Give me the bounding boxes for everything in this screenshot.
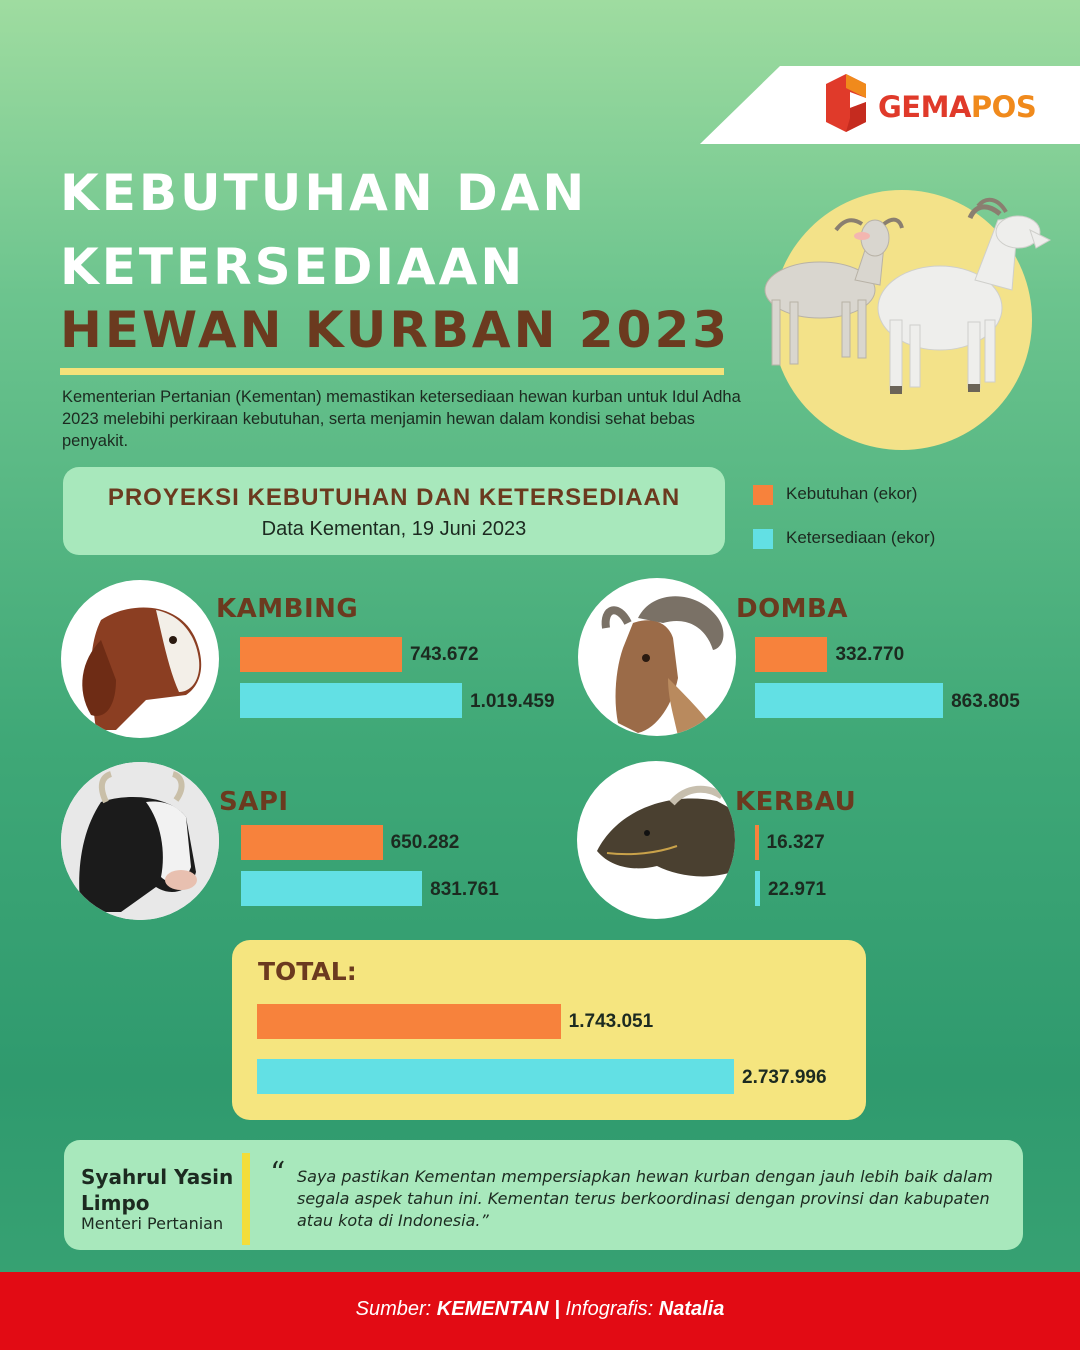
title-underline [60,368,724,375]
category-label-domba: DOMBA [736,594,848,624]
value-need-kerbau: 16.327 [766,832,825,853]
category-label-kambing: KAMBING [216,594,359,624]
value-avail-domba: 863.805 [951,691,1020,712]
source-label: Sumber: [355,1298,432,1320]
footer-separator: | [554,1298,560,1320]
value-need-domba: 332.770 [835,644,905,665]
quote-divider [242,1153,250,1245]
gemapos-logo-icon [826,74,866,132]
title-line3: HEWAN KURBAN 2023 [60,301,731,359]
bar-need-total [257,1004,561,1039]
bar-avail-kambing [240,683,462,718]
bar-avail-sapi [241,871,422,906]
description: Kementerian Pertanian (Kementan) memastikan ketersediaan hewan kurban untuk Idul Adha 2023 melebihi perkiraan kebutuhan, serta menjamin hewan dalam kondisi sehat bebas penyakit. [62,388,741,450]
bar-avail-total [257,1059,734,1094]
goats-illustration-icon [750,190,1060,410]
cow-head-icon [61,762,219,920]
buffalo-head-icon [577,761,735,919]
legend-avail-label: Ketersediaan (ekor) [786,528,936,547]
value-need-sapi: 650.282 [390,832,460,853]
bar-need-kambing [240,637,402,672]
category-label-kerbau: KERBAU [735,787,857,817]
credit-label: Infografis: [565,1298,654,1320]
domba-avatar [578,578,736,736]
source-value: KEMENTAN [436,1298,549,1320]
category-label-sapi: SAPI [219,787,289,817]
value-avail-kambing: 1.019.459 [470,691,555,712]
value-avail-kerbau: 22.971 [768,879,827,900]
brand-logo-text [878,90,1036,124]
value-need-total: 1.743.051 [568,1011,654,1032]
credit-value: Natalia [658,1298,725,1320]
bar-need-kerbau [755,825,759,860]
quote-mark-icon: “ [270,1156,286,1191]
sapi-avatar [61,762,219,920]
footer [0,1272,1080,1350]
legend-need-label: Kebutuhan (ekor) [786,484,918,503]
projection-subtitle: Data Kementan, 19 Juni 2023 [261,518,527,540]
quote-author-name: Syahrul Yasin Limpo [81,1165,234,1215]
value-avail-sapi: 831.761 [430,879,499,900]
projection-header [63,467,725,555]
goat-head-icon [61,580,219,738]
bar-need-sapi [241,825,383,860]
title-line1: KEBUTUHAN DAN [60,164,588,222]
brand-part2: POS [970,90,1037,124]
bar-avail-kerbau [755,871,760,906]
value-avail-total: 2.737.996 [742,1067,827,1088]
sheep-head-icon [578,578,736,736]
value-need-kambing: 743.672 [409,644,479,665]
quote-author-role: Menteri Pertanian [81,1214,224,1233]
quote-text: Saya pastikan Kementan mempersiapkan hewan kurban dengan jauh lebih baik dalam segala aspek tahun ini. Kementan terus berkoordinasi dengan provinsi dan kabupaten atau kota di Indonesia.” [297,1167,993,1230]
footer-credits [0,1298,1080,1321]
kambing-avatar [61,580,219,738]
bar-need-domba [755,637,827,672]
title-line2: KETERSEDIAAN [60,238,526,296]
legend-avail-swatch [753,529,773,549]
total-label: TOTAL: [258,957,357,986]
kerbau-avatar [577,761,735,919]
brand-part1: GEMA [878,90,971,124]
projection-title: PROYEKSI KEBUTUHAN DAN KETERSEDIAAN [107,484,681,511]
bar-avail-domba [755,683,943,718]
legend-need-swatch [753,485,773,505]
